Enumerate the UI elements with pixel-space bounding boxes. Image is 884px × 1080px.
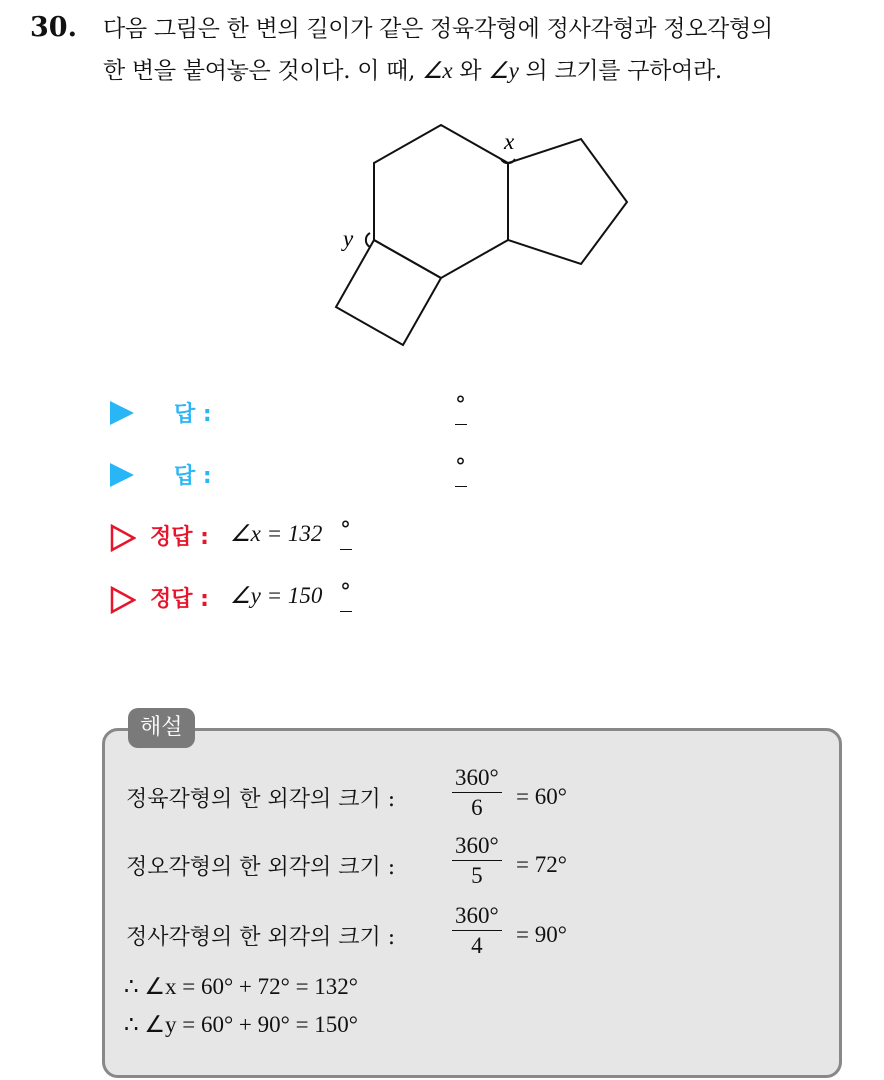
play-outline-icon (110, 524, 136, 552)
play-outline-icon (110, 586, 136, 614)
correct-answer-x: ∠x = 132 (230, 521, 323, 546)
conclusion-y: ∴ ∠y = 60° + 90° = 150° (124, 1012, 359, 1037)
correct-answer-row-1 (110, 518, 410, 558)
figure-label-x: x (504, 129, 515, 154)
fraction-hexagon: $\frac{360^\circ}{6}$ (452, 764, 502, 823)
degree-mark: ° (340, 582, 352, 612)
fraction-square: $\frac{360^\circ}{4}$ (452, 902, 502, 961)
correct-answer-row-2 (110, 580, 410, 620)
play-icon (110, 463, 134, 487)
solution-label: 정오각형의 한 외각의 크기 : (126, 855, 396, 880)
solution-row-square (126, 920, 395, 951)
question-number: 30. (30, 12, 77, 43)
answer-label: 답 : (174, 402, 212, 427)
polygon-figure (330, 118, 640, 358)
question-text-prefix: 한 변을 붙여놓은 것이다. 이 때, (103, 58, 416, 84)
answer-row-1 (110, 393, 510, 433)
play-icon (110, 401, 134, 425)
square-shape (336, 240, 441, 345)
solution-row-hexagon (126, 782, 395, 813)
question-text-line1: 다음 그림은 한 변의 길이가 같은 정육각형에 정사각형과 정오각형의 (103, 16, 773, 42)
question-connector: 와 (459, 58, 482, 84)
solution-label: 정사각형의 한 외각의 크기 : (126, 925, 396, 950)
degree-blank[interactable]: ° (455, 457, 467, 487)
solution-title: 해설 (128, 708, 195, 748)
conclusion-x: ∴ ∠x = 60° + 72° = 132° (124, 974, 359, 999)
correct-answer-label: 정답 : (150, 525, 209, 550)
fraction-pentagon: $\frac{360^\circ}{5}$ (452, 832, 502, 891)
angle-y-arc (366, 233, 370, 247)
degree-blank[interactable]: ° (455, 395, 467, 425)
angle-y-label: ∠y (488, 58, 519, 83)
degree-mark: ° (340, 520, 352, 550)
hexagon-shape (374, 125, 508, 278)
result-pentagon: = 72° (516, 852, 567, 877)
result-square: = 90° (516, 922, 567, 947)
result-hexagon: = 60° (516, 784, 567, 809)
figure-label-y: y (343, 226, 354, 251)
correct-answer-label: 정답 : (150, 587, 209, 612)
solution-row-pentagon (126, 850, 395, 881)
correct-answer-y: ∠y = 150 (230, 583, 323, 608)
pentagon-shape (508, 139, 627, 264)
angle-x-label: ∠x (422, 58, 453, 83)
solution-label: 정육각형의 한 외각의 크기 : (126, 787, 396, 812)
question-text-line2 (103, 54, 722, 88)
answer-row-2 (110, 455, 510, 495)
answer-label: 답 : (174, 464, 212, 489)
question-text-suffix: 의 크기를 구하여라. (525, 58, 722, 84)
